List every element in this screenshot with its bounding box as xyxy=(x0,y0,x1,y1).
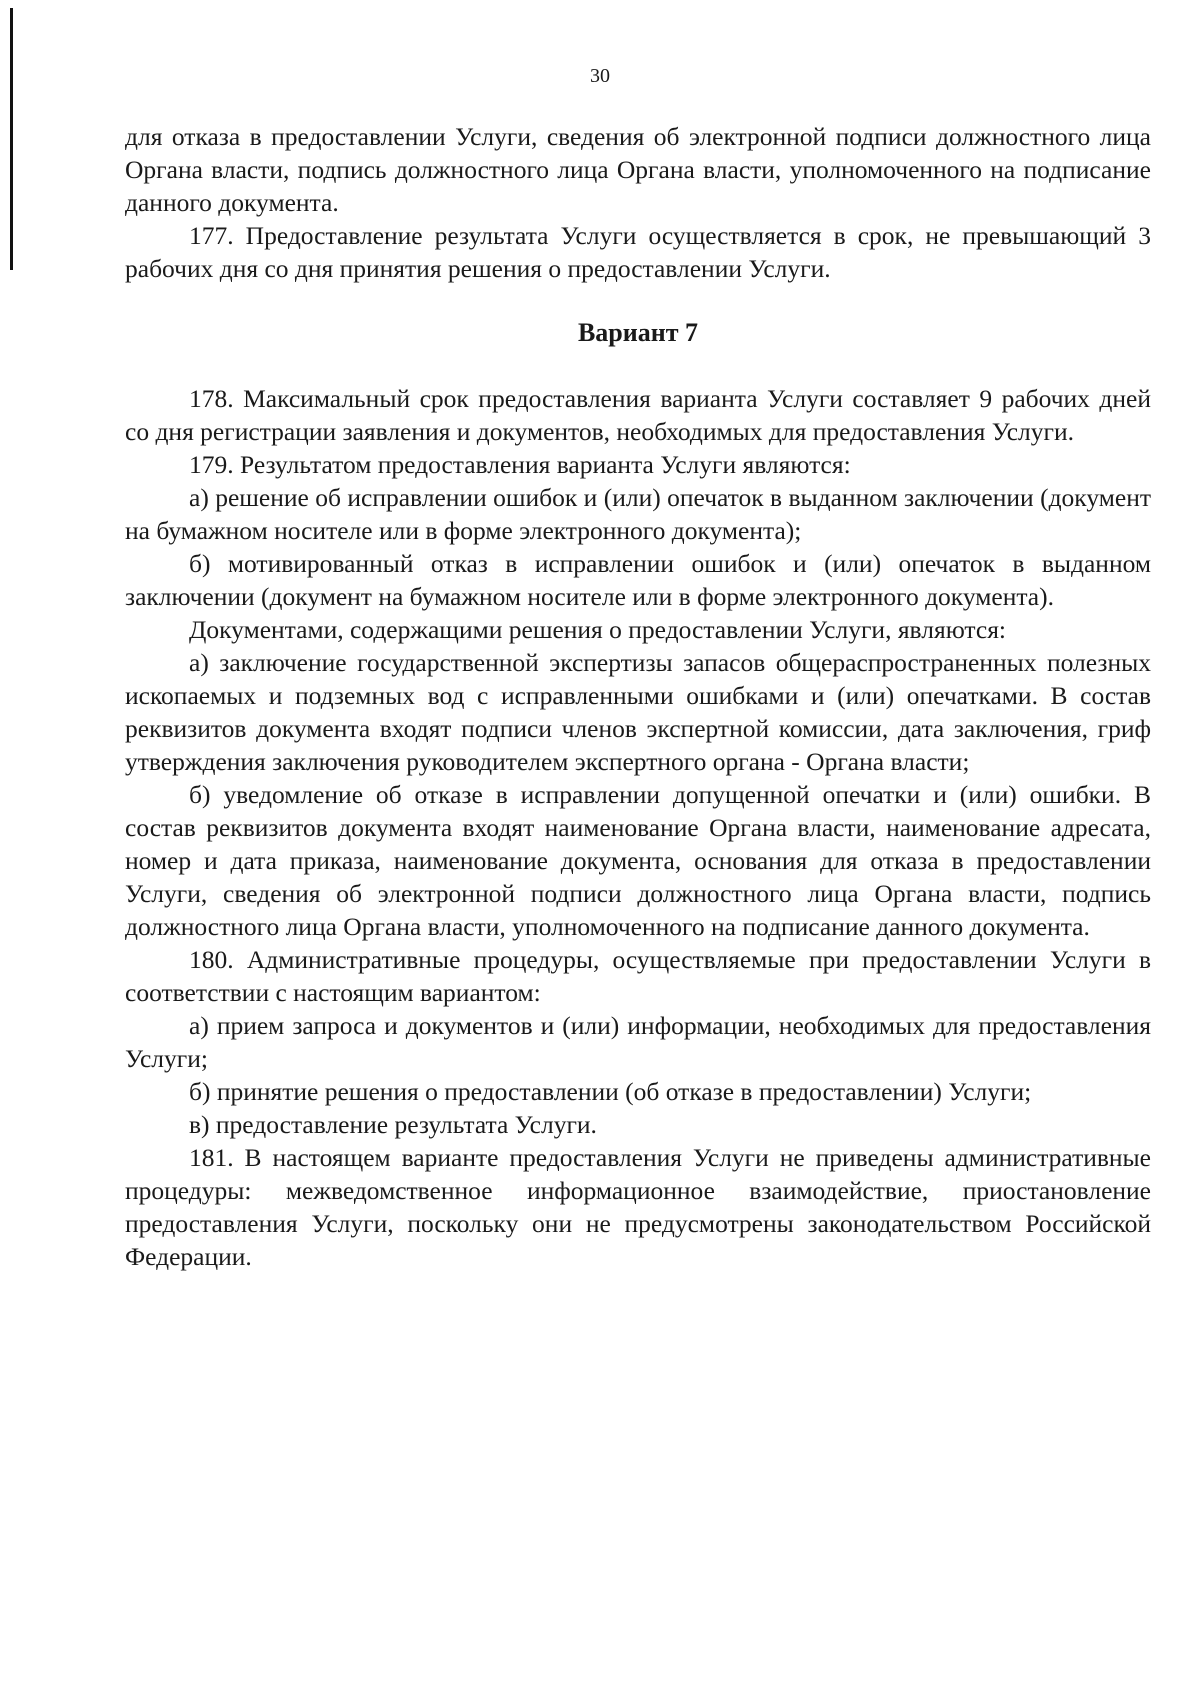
paragraph-179: 179. Результатом предоставления варианта Услуги являются: xyxy=(189,450,851,479)
scan-edge-mark xyxy=(10,8,13,270)
paragraph-documents-b: б) уведомление об отказе в исправлении допущенной опечатки и (или) ошибки. В состав реквизитов документа входят наименование Органа власти, наименование адресата, номер и дата приказа, наименование документа, основания для отказа в предоставлении Услуги, сведения об электронной подписи должностного лица Органа власти, подпись должностного лица Органа власти, уполномоченного на подписание данного документа. xyxy=(125,780,1151,941)
paragraph-180-b: б) принятие решения о предоставлении (об отказе в предоставлении) Услуги; xyxy=(189,1077,1032,1106)
paragraph-178: 178. Максимальный срок предоставления варианта Услуги составляет 9 рабочих дней со дня регистрации заявления и документов, необходимых для предоставления Услуги. xyxy=(125,384,1151,446)
paragraph-continuation: для отказа в предоставлении Услуги, сведения об электронной подписи должностного лица Органа власти, подпись должностного лица Органа власти, уполномоченного на подписание данного документа. xyxy=(125,122,1151,217)
paragraph-181: 181. В настоящем варианте предоставления Услуги не приведены административные процедуры: межведомственное информационное взаимодействие, приостановление предоставления Услуги, поскольку они не предусмотрены законодательством Российской Федерации. xyxy=(125,1143,1151,1271)
paragraph-180-c: в) предоставление результата Услуги. xyxy=(189,1110,597,1139)
paragraph-179-b: б) мотивированный отказ в исправлении ошибок и (или) опечаток в выданном заключении (документ на бумажном носителе или в форме электронного документа). xyxy=(125,549,1151,611)
top-text-block xyxy=(125,120,1151,285)
paragraph-177: 177. Предоставление результата Услуги осуществляется в срок, не превышающий 3 рабочих дня со дня принятия решения о предоставлении Услуги. xyxy=(125,221,1151,283)
paragraph-179-a: а) решение об исправлении ошибок и (или) опечаток в выданном заключении (документ на бумажном носителе или в форме электронного документа); xyxy=(125,483,1151,545)
section-heading: Вариант 7 xyxy=(577,318,699,347)
main-text-block xyxy=(125,382,1151,1273)
paragraph-180-a: а) прием запроса и документов и (или) информации, необходимых для предоставления Услуги; xyxy=(125,1011,1151,1073)
paragraph-documents-intro: Документами, содержащими решения о предоставлении Услуги, являются: xyxy=(189,615,1007,644)
paragraph-documents-a: а) заключение государственной экспертизы запасов общераспространенных полезных ископаемых и подземных вод с исправленными ошибками и (или) опечатками. В состав реквизитов документа входят подписи членов экспертной комиссии, дата заключения, гриф утверждения заключения руководителем экспертного органа - Органа власти; xyxy=(125,648,1151,776)
paragraph-180: 180. Административные процедуры, осуществляемые при предоставлении Услуги в соответствии с настоящим вариантом: xyxy=(125,945,1151,1007)
page-number: 30 xyxy=(590,65,610,87)
